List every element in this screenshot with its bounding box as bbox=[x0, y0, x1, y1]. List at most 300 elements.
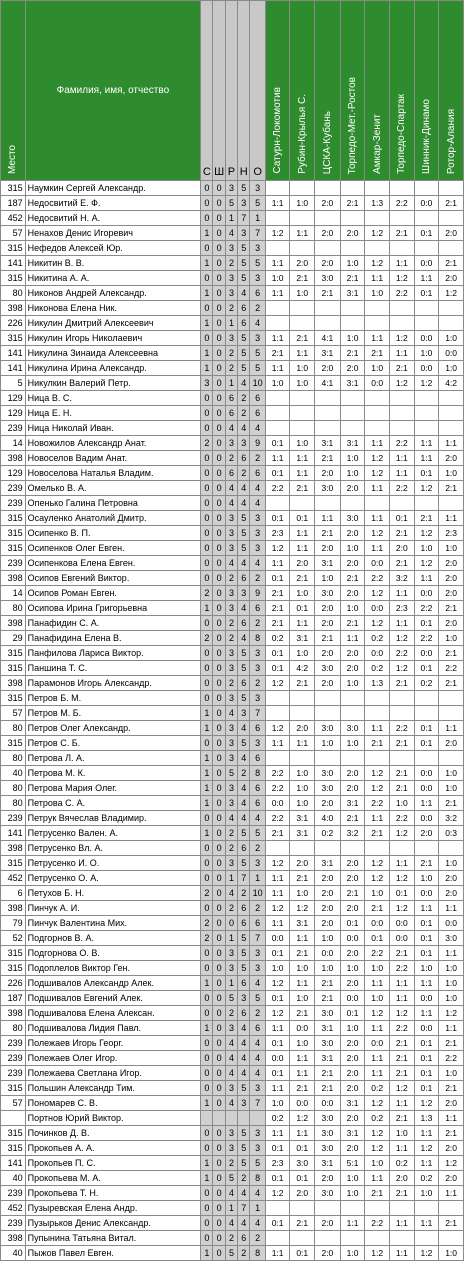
stat-cell: 5 bbox=[238, 346, 250, 361]
match-score-cell: 1:0 bbox=[290, 781, 315, 796]
match-score-cell: 2:1 bbox=[365, 901, 390, 916]
name-cell: Портнов Юрий Виктор. bbox=[25, 1111, 201, 1126]
stat-cell: 0 bbox=[201, 946, 213, 961]
table-row bbox=[1, 646, 464, 661]
place-cell: 315 bbox=[1, 271, 26, 286]
stat-cell: 5 bbox=[238, 826, 250, 841]
stat-cell bbox=[201, 1111, 213, 1126]
stat-cell: 8 bbox=[250, 1171, 265, 1186]
stat-cell: 2 bbox=[225, 256, 237, 271]
match-score-cell: 2:1 bbox=[315, 976, 341, 991]
table-row bbox=[1, 1126, 464, 1141]
table-row bbox=[1, 601, 464, 616]
name-cell: Никонова Елена Ник. bbox=[25, 301, 201, 316]
stat-cell: 4 bbox=[225, 1066, 237, 1081]
name-cell: Новожилов Александр Анат. bbox=[25, 436, 201, 451]
stat-cell: 0 bbox=[213, 181, 225, 196]
place-cell: 315 bbox=[1, 1126, 26, 1141]
stat-header: С bbox=[201, 1, 213, 181]
match-score-cell bbox=[365, 1231, 390, 1246]
stat-cell: 3 bbox=[238, 586, 250, 601]
match-score-cell: 3:0 bbox=[315, 721, 341, 736]
stat-cell: 0 bbox=[213, 1201, 225, 1216]
match-score-cell: 2:0 bbox=[439, 451, 464, 466]
stat-cell: 0 bbox=[213, 781, 225, 796]
stat-cell: 0 bbox=[213, 1036, 225, 1051]
name-cell: Паншина Т. С. bbox=[25, 661, 201, 676]
match-score-cell: 0:0 bbox=[365, 556, 390, 571]
stat-cell: 8 bbox=[250, 766, 265, 781]
match-score-cell bbox=[365, 301, 390, 316]
match-score-cell bbox=[414, 841, 439, 856]
match-score-cell: 3:1 bbox=[315, 346, 341, 361]
stat-cell: 4 bbox=[250, 1066, 265, 1081]
match-score-cell: 2:1 bbox=[315, 286, 341, 301]
match-score-cell: 0:0 bbox=[414, 781, 439, 796]
table-row bbox=[1, 1096, 464, 1111]
match-score-cell: 0:1 bbox=[265, 1171, 290, 1186]
stat-cell: 1 bbox=[201, 1156, 213, 1171]
match-score-cell: 2:0 bbox=[315, 1246, 341, 1261]
match-score-cell: 2:0 bbox=[340, 361, 365, 376]
match-score-cell: 2:0 bbox=[315, 541, 341, 556]
stat-cell: 0 bbox=[201, 1081, 213, 1096]
match-score-cell: 2:1 bbox=[265, 826, 290, 841]
match-score-cell: 0:1 bbox=[290, 511, 315, 526]
match-score-cell: 2:0 bbox=[315, 901, 341, 916]
match-score-cell: 0:1 bbox=[414, 916, 439, 931]
stat-cell: 5 bbox=[250, 361, 265, 376]
stat-cell: 3 bbox=[225, 271, 237, 286]
match-score-cell: 2:2 bbox=[439, 661, 464, 676]
table-row bbox=[1, 1066, 464, 1081]
match-score-cell: 1:0 bbox=[439, 856, 464, 871]
stat-cell: 3 bbox=[250, 541, 265, 556]
match-score-cell: 2:1 bbox=[290, 1216, 315, 1231]
match-score-cell: 0:1 bbox=[414, 286, 439, 301]
match-score-cell: 2:0 bbox=[315, 886, 341, 901]
place-cell: 239 bbox=[1, 1216, 26, 1231]
stat-cell: 1 bbox=[201, 721, 213, 736]
match-score-cell: 1:1 bbox=[290, 736, 315, 751]
match-score-cell: 1:2 bbox=[389, 376, 414, 391]
stat-cell: 5 bbox=[225, 196, 237, 211]
match-score-cell bbox=[389, 406, 414, 421]
match-score-cell: 1:0 bbox=[340, 1021, 365, 1036]
match-score-cell: 0:0 bbox=[439, 916, 464, 931]
match-score-cell: 1:0 bbox=[315, 736, 341, 751]
match-score-cell: 1:0 bbox=[439, 1066, 464, 1081]
stat-cell: 3 bbox=[225, 781, 237, 796]
stat-cell: 2 bbox=[238, 466, 250, 481]
stat-cell: 3 bbox=[250, 526, 265, 541]
match-score-cell: 1:0 bbox=[340, 676, 365, 691]
match-score-cell: 1:3 bbox=[365, 196, 390, 211]
match-score-cell: 1:2 bbox=[365, 586, 390, 601]
stat-cell: 0 bbox=[213, 1231, 225, 1246]
stat-cell: 7 bbox=[238, 1201, 250, 1216]
match-score-cell: 2:0 bbox=[389, 541, 414, 556]
stat-cell: 0 bbox=[213, 1126, 225, 1141]
table-row bbox=[1, 751, 464, 766]
place-cell: 57 bbox=[1, 226, 26, 241]
match-score-cell: 1:2 bbox=[439, 286, 464, 301]
name-cell: Панафидин С. А. bbox=[25, 616, 201, 631]
name-cell: Починков Д. В. bbox=[25, 1126, 201, 1141]
stat-cell: 0 bbox=[213, 706, 225, 721]
stat-cell: 6 bbox=[250, 466, 265, 481]
match-score-cell: 0:1 bbox=[265, 661, 290, 676]
match-score-cell: 1:2 bbox=[265, 541, 290, 556]
stat-cell: 0 bbox=[201, 691, 213, 706]
match-score-cell: 1:1 bbox=[389, 991, 414, 1006]
stat-cell: 2 bbox=[225, 1231, 237, 1246]
match-score-cell: 2:3 bbox=[265, 1156, 290, 1171]
stat-cell: 0 bbox=[201, 331, 213, 346]
stat-cell: 4 bbox=[225, 886, 237, 901]
match-score-cell: 2:1 bbox=[389, 946, 414, 961]
stat-cell: 2 bbox=[201, 886, 213, 901]
match-score-cell bbox=[340, 301, 365, 316]
place-cell: 315 bbox=[1, 856, 26, 871]
stat-cell: 4 bbox=[238, 481, 250, 496]
match-score-cell: 2:3 bbox=[439, 526, 464, 541]
stat-cell: 3 bbox=[238, 226, 250, 241]
match-score-cell: 2:0 bbox=[315, 466, 341, 481]
match-score-cell: 0:1 bbox=[414, 1051, 439, 1066]
match-score-cell: 0:0 bbox=[439, 346, 464, 361]
table-row bbox=[1, 706, 464, 721]
stat-cell: 0 bbox=[201, 196, 213, 211]
match-score-cell: 1:0 bbox=[290, 796, 315, 811]
match-score-cell bbox=[315, 316, 341, 331]
stat-cell: 0 bbox=[213, 1246, 225, 1261]
stat-cell: 0 bbox=[213, 346, 225, 361]
match-score-cell: 3:1 bbox=[315, 1021, 341, 1036]
name-cell: Петрусенко И. О. bbox=[25, 856, 201, 871]
match-score-cell bbox=[439, 706, 464, 721]
match-score-cell: 1:2 bbox=[265, 901, 290, 916]
match-score-cell: 2:1 bbox=[365, 1186, 390, 1201]
match-score-cell: 0:1 bbox=[414, 721, 439, 736]
match-score-cell: 3:1 bbox=[315, 856, 341, 871]
name-cell: Никулина Ирина Александр. bbox=[25, 361, 201, 376]
match-score-cell: 2:1 bbox=[389, 1186, 414, 1201]
name-cell: Ница В. С. bbox=[25, 391, 201, 406]
name-cell: Польшин Александр Тим. bbox=[25, 1081, 201, 1096]
match-score-cell bbox=[389, 241, 414, 256]
stat-cell: 0 bbox=[213, 1156, 225, 1171]
stat-cell: 0 bbox=[213, 481, 225, 496]
match-score-cell: 2:0 bbox=[315, 871, 341, 886]
match-score-cell: 2:0 bbox=[340, 781, 365, 796]
match-score-cell: 2:0 bbox=[439, 736, 464, 751]
stat-cell: 5 bbox=[250, 256, 265, 271]
match-score-cell: 1:0 bbox=[365, 961, 390, 976]
name-cell: Нефедов Алексей Юр. bbox=[25, 241, 201, 256]
stat-cell: 4 bbox=[250, 976, 265, 991]
match-score-cell: 2:2 bbox=[439, 1051, 464, 1066]
match-score-cell bbox=[365, 211, 390, 226]
name-cell: Пыжов Павел Евген. bbox=[25, 1246, 201, 1261]
place-cell: 315 bbox=[1, 331, 26, 346]
table-row bbox=[1, 841, 464, 856]
match-score-cell: 1:2 bbox=[365, 766, 390, 781]
stat-cell: 0 bbox=[213, 241, 225, 256]
match-score-cell: 0:2 bbox=[365, 661, 390, 676]
name-cell: Полежаева Светлана Игор. bbox=[25, 1066, 201, 1081]
stat-cell bbox=[225, 1111, 237, 1126]
match-score-cell: 2:1 bbox=[340, 346, 365, 361]
match-score-cell: 1:1 bbox=[365, 481, 390, 496]
match-score-cell: 1:2 bbox=[389, 271, 414, 286]
match-score-cell: 1:0 bbox=[439, 631, 464, 646]
match-score-cell: 0:2 bbox=[414, 1171, 439, 1186]
match-score-cell: 2:1 bbox=[365, 736, 390, 751]
match-score-cell: 2:1 bbox=[365, 826, 390, 841]
match-score-cell: 2:0 bbox=[439, 586, 464, 601]
stat-cell: 6 bbox=[238, 916, 250, 931]
stat-cell: 0 bbox=[213, 466, 225, 481]
match-score-cell bbox=[340, 1231, 365, 1246]
stat-cell: 0 bbox=[201, 1036, 213, 1051]
match-score-cell: 1:2 bbox=[290, 1111, 315, 1126]
match-score-cell: 2:2 bbox=[389, 811, 414, 826]
stat-cell: 10 bbox=[250, 886, 265, 901]
stat-cell: 0 bbox=[201, 661, 213, 676]
stat-cell: 4 bbox=[225, 1216, 237, 1231]
match-score-cell: 1:1 bbox=[389, 1216, 414, 1231]
table-row bbox=[1, 886, 464, 901]
match-score-cell: 3:1 bbox=[340, 1126, 365, 1141]
match-score-cell: 2:0 bbox=[290, 856, 315, 871]
stat-cell: 3 bbox=[225, 661, 237, 676]
match-score-cell: 1:0 bbox=[439, 781, 464, 796]
match-score-cell: 0:1 bbox=[265, 1216, 290, 1231]
stat-cell: 4 bbox=[225, 481, 237, 496]
stat-cell: 3 bbox=[250, 1081, 265, 1096]
match-score-cell: 2:1 bbox=[290, 271, 315, 286]
match-score-cell bbox=[389, 316, 414, 331]
stat-cell: 3 bbox=[250, 661, 265, 676]
name-cell: Пинчук Валентина Мих. bbox=[25, 916, 201, 931]
match-score-cell: 2:1 bbox=[389, 736, 414, 751]
name-cell: Пузыревская Елена Андр. bbox=[25, 1201, 201, 1216]
stat-cell: 0 bbox=[213, 841, 225, 856]
match-score-cell: 3:1 bbox=[340, 796, 365, 811]
match-score-cell bbox=[290, 691, 315, 706]
match-score-cell: 1:1 bbox=[414, 796, 439, 811]
match-score-cell: 1:2 bbox=[439, 1006, 464, 1021]
stat-cell: 0 bbox=[213, 751, 225, 766]
table-row bbox=[1, 496, 464, 511]
match-score-cell: 0:2 bbox=[365, 631, 390, 646]
name-cell: Подшивалов Александр Алек. bbox=[25, 976, 201, 991]
match-score-cell: 0:1 bbox=[389, 511, 414, 526]
match-score-cell: 4:0 bbox=[315, 811, 341, 826]
match-score-cell: 2:1 bbox=[315, 451, 341, 466]
match-score-cell bbox=[340, 211, 365, 226]
stat-cell: 0 bbox=[201, 1216, 213, 1231]
stat-cell: 0 bbox=[213, 1186, 225, 1201]
table-row bbox=[1, 391, 464, 406]
match-score-cell: 1:1 bbox=[389, 1246, 414, 1261]
match-score-cell: 0:1 bbox=[265, 511, 290, 526]
match-score-cell: 1:0 bbox=[290, 436, 315, 451]
match-score-cell: 1:2 bbox=[389, 631, 414, 646]
match-score-cell: 3:0 bbox=[315, 1186, 341, 1201]
match-score-cell: 1:0 bbox=[414, 346, 439, 361]
match-score-cell: 2:0 bbox=[340, 556, 365, 571]
table-row bbox=[1, 481, 464, 496]
table-row bbox=[1, 676, 464, 691]
match-score-cell bbox=[439, 211, 464, 226]
match-score-cell: 2:2 bbox=[265, 811, 290, 826]
name-cell: Ница Е. Н. bbox=[25, 406, 201, 421]
stat-cell: 4 bbox=[250, 316, 265, 331]
table-row bbox=[1, 181, 464, 196]
match-score-cell bbox=[389, 1231, 414, 1246]
match-score-cell: 2:1 bbox=[290, 571, 315, 586]
stat-cell: 3 bbox=[250, 1126, 265, 1141]
table-body bbox=[1, 181, 464, 1261]
stat-cell: 0 bbox=[201, 871, 213, 886]
match-score-cell bbox=[414, 421, 439, 436]
name-cell: Новоселов Вадим Анат. bbox=[25, 451, 201, 466]
match-score-cell bbox=[315, 841, 341, 856]
place-cell: 315 bbox=[1, 946, 26, 961]
match-score-cell bbox=[414, 181, 439, 196]
stat-cell: 0 bbox=[201, 481, 213, 496]
match-score-cell bbox=[389, 496, 414, 511]
match-score-cell: 1:1 bbox=[365, 1066, 390, 1081]
place-cell: 80 bbox=[1, 796, 26, 811]
match-score-cell: 0:0 bbox=[414, 256, 439, 271]
match-score-cell: 2:1 bbox=[265, 616, 290, 631]
match-score-cell: 1:2 bbox=[389, 1006, 414, 1021]
match-score-cell bbox=[439, 391, 464, 406]
stat-cell: 0 bbox=[213, 811, 225, 826]
stat-cell: 6 bbox=[238, 676, 250, 691]
match-score-cell: 1:0 bbox=[340, 961, 365, 976]
place-cell: 141 bbox=[1, 256, 26, 271]
stat-cell: 3 bbox=[250, 271, 265, 286]
stat-cell: 5 bbox=[225, 1171, 237, 1186]
match-score-cell: 1:1 bbox=[439, 1111, 464, 1126]
stat-cell: 0 bbox=[201, 556, 213, 571]
stat-cell: 1 bbox=[250, 1201, 265, 1216]
stat-cell: 3 bbox=[238, 1096, 250, 1111]
stat-cell: 6 bbox=[238, 901, 250, 916]
match-score-cell: 1:1 bbox=[340, 1216, 365, 1231]
place-cell: 141 bbox=[1, 826, 26, 841]
stat-cell: 2 bbox=[225, 1006, 237, 1021]
match-score-cell: 4:2 bbox=[290, 661, 315, 676]
name-cell: Осипенко В. П. bbox=[25, 526, 201, 541]
match-score-cell: 1:0 bbox=[340, 736, 365, 751]
match-score-cell: 1:2 bbox=[365, 1096, 390, 1111]
stat-cell: 5 bbox=[250, 991, 265, 1006]
stat-cell: 3 bbox=[238, 991, 250, 1006]
stat-cell: 3 bbox=[201, 376, 213, 391]
match-score-cell: 2:2 bbox=[365, 1216, 390, 1231]
stat-cell: 0 bbox=[213, 226, 225, 241]
table-row bbox=[1, 826, 464, 841]
stat-cell: 6 bbox=[225, 391, 237, 406]
match-score-cell: 1:2 bbox=[365, 526, 390, 541]
match-score-cell: 3:0 bbox=[290, 1156, 315, 1171]
match-header: ЦСКА-Кубань bbox=[315, 1, 341, 181]
stat-cell: 0 bbox=[213, 676, 225, 691]
match-score-cell: 3:0 bbox=[315, 481, 341, 496]
match-score-cell: 1:2 bbox=[365, 1246, 390, 1261]
place-cell: 398 bbox=[1, 616, 26, 631]
match-score-cell: 1:0 bbox=[439, 766, 464, 781]
match-score-cell: 1:2 bbox=[389, 826, 414, 841]
table-row bbox=[1, 721, 464, 736]
match-score-cell: 0:0 bbox=[315, 946, 341, 961]
match-score-cell: 0:1 bbox=[290, 1141, 315, 1156]
stat-cell: 0 bbox=[213, 901, 225, 916]
table-row bbox=[1, 286, 464, 301]
match-score-cell bbox=[315, 1231, 341, 1246]
match-score-cell: 0:0 bbox=[290, 1096, 315, 1111]
match-score-cell bbox=[365, 181, 390, 196]
table-row bbox=[1, 916, 464, 931]
stat-cell: 4 bbox=[250, 556, 265, 571]
match-score-cell: 2:0 bbox=[439, 226, 464, 241]
stat-cell: 0 bbox=[201, 1066, 213, 1081]
stat-cell: 2 bbox=[250, 841, 265, 856]
match-score-cell: 2:2 bbox=[265, 766, 290, 781]
match-score-cell bbox=[265, 706, 290, 721]
match-score-cell: 1:1 bbox=[439, 1186, 464, 1201]
match-score-cell: 0:1 bbox=[365, 931, 390, 946]
match-score-cell: 1:1 bbox=[389, 976, 414, 991]
match-score-cell: 1:2 bbox=[389, 331, 414, 346]
place-cell: 14 bbox=[1, 586, 26, 601]
match-score-cell: 1:2 bbox=[365, 781, 390, 796]
table-row bbox=[1, 361, 464, 376]
match-score-cell: 2:0 bbox=[340, 1081, 365, 1096]
stat-header: Н bbox=[238, 1, 250, 181]
table-row bbox=[1, 1021, 464, 1036]
table-row bbox=[1, 946, 464, 961]
match-score-cell bbox=[290, 1231, 315, 1246]
match-score-cell bbox=[439, 751, 464, 766]
place-cell: 239 bbox=[1, 1066, 26, 1081]
match-score-cell: 0:1 bbox=[414, 1036, 439, 1051]
match-score-cell bbox=[414, 406, 439, 421]
stat-cell: 6 bbox=[250, 406, 265, 421]
match-score-cell bbox=[414, 496, 439, 511]
match-score-cell bbox=[389, 1201, 414, 1216]
match-score-cell: 0:1 bbox=[340, 1006, 365, 1021]
place-cell: 398 bbox=[1, 1231, 26, 1246]
match-score-cell: 2:0 bbox=[315, 646, 341, 661]
match-score-cell: 2:0 bbox=[340, 481, 365, 496]
match-score-cell: 3:1 bbox=[290, 826, 315, 841]
match-score-cell: 0:0 bbox=[389, 916, 414, 931]
table-row bbox=[1, 616, 464, 631]
stat-cell: 5 bbox=[238, 181, 250, 196]
match-score-cell bbox=[340, 706, 365, 721]
match-score-cell: 1:1 bbox=[414, 436, 439, 451]
match-score-cell: 2:0 bbox=[439, 571, 464, 586]
match-score-cell: 2:0 bbox=[315, 256, 341, 271]
match-score-cell: 1:1 bbox=[290, 1051, 315, 1066]
stat-cell: 1 bbox=[201, 256, 213, 271]
